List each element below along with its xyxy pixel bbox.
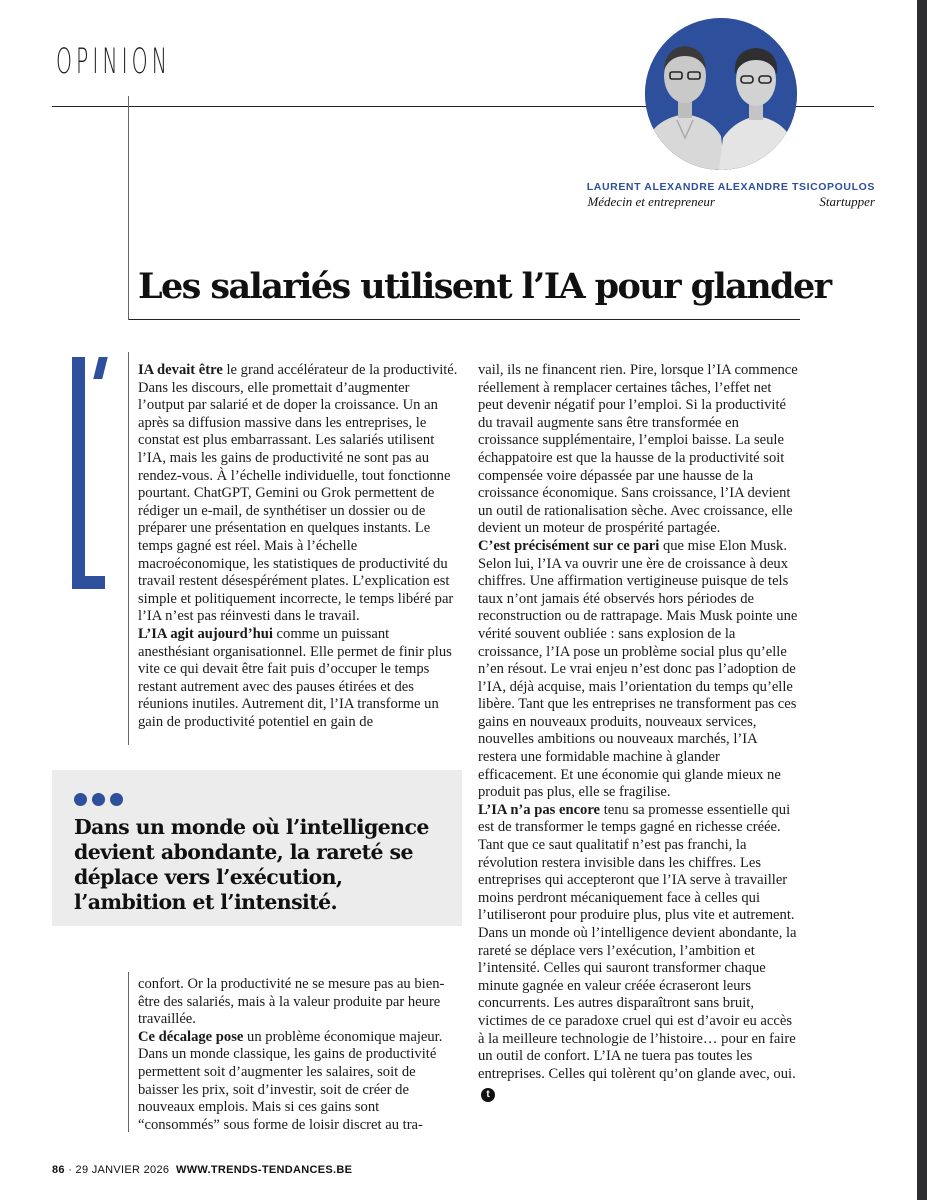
website-url: WWW.TRENDS-TENDANCES.BE — [176, 1164, 353, 1176]
page-footer: 86 · 29 JANVIER 2026 WWW.TRENDS-TENDANCES.BE — [52, 1164, 353, 1176]
author-name: LAURENT ALEXANDRE — [586, 181, 715, 193]
paragraph: confort. Or la productivité ne se mesure pas au bien-être des salariés, mais à la valeur produite par heure travaillée. — [138, 976, 445, 1028]
paragraph: C’est précisément sur ce pari que mise Elon Musk. Selon lui, l’IA va ouvrir une ère de croissance à deux chiffres. Une affirmation vertigineuse puisque de tels taux n’ont jamais été observés hors périodes de reconstruction ou de rattrapage. Mais Musk pointe une vérité souvent oubliée : sans explosion de la croissance, l’IA pose un problème social plus qu’elle n’en résout. Le vrai enjeu n’est donc pas l’adoption de l’IA, déjà acquise, mais l’orientation du temps qu’elle libère. Tant que les entreprises ne transforment pas ces gains en nouveaux produits, nouveaux services, nouvelles ambitions ou nouveaux marchés, l’IA restera une formidable machine à glander efficacement. Et une économie qui glande mieux ne produit pas plus, elle se fragilise. — [478, 537, 798, 801]
paragraph: vail, ils ne financent rien. Pire, lorsque l’IA commence réellement à remplacer certaines tâches, l’effet net peut devenir négatif pour l’emploi. Si la productivité du travail augmente sans être transformée en croissance supplémentaire, l’emploi baisse. La seule échappatoire est que la hausse de la productivité soit compensée voire dépassée par une hausse de la croissance économique. Sans croissance, l’IA devient un outil de rationalisation sèche. Avec croissance, elle devient un moteur de prospérité partagée. — [478, 362, 798, 537]
column-2 — [478, 362, 798, 1102]
article-headline: Les salariés utilisent l’IA pour glander — [138, 266, 831, 307]
author-role: Médecin et entrepreneur — [587, 194, 715, 209]
paragraph: L’IA n’a pas encore tenu sa promesse essentielle qui est de transformer le temps gagné en richesse créée. Tant que ce saut qualitatif n’est pas franchi, la révolution restera invisible dans les chiffres. Les entreprises qui accepteront que l’IA serve à travailler moins perdront mécaniquement face à celles qui l’utiliseront pour produire plus, plus vite et autrement. Dans un monde où l’intelligence devient abondante, la rareté se déplace vers l’exécution, l’ambition et l’intensité. Celles qui sauront transformer chaque minute gagnée en valeur créée écraseront leurs concurrents. Les autres disparaîtront sans bruit, victimes de ce paradoxe cruel qui est d’avoir eu accès à la meilleure technologie de l’histoire… pour en faire un outil de confort. L’IA ne tuera pas toutes les entreprises. Celles qui tolèrent qu’on glande avec, oui.t — [478, 801, 797, 1101]
author-2 — [710, 181, 875, 210]
end-mark-icon: t — [481, 1088, 495, 1102]
dropcap-l — [72, 357, 116, 589]
pull-quote: Dans un monde où l’intelligence devient abondante, la rareté se déplace vers l’exécution, l’ambition et l’intensité. — [74, 815, 429, 914]
column-rule-middle — [128, 352, 129, 745]
column-1-continued — [138, 976, 458, 1134]
column-1 — [138, 362, 458, 731]
paragraph: L’IA agit aujourd’hui comme un puissant anesthésiant organisationnel. Elle permet de finir plus vite ce qui devait être fait puis d’occuper le temps restant autrement avec des pauses étirées et des réunions inutiles. Autrement dit, l’IA transforme un gain de productivité potentiel en gain de — [138, 625, 452, 730]
author-name: ALEXANDRE TSICOPOULOS — [717, 181, 875, 193]
author-1 — [560, 181, 715, 210]
authors-portrait-icon — [645, 18, 797, 170]
dots-ornament-icon — [74, 793, 128, 811]
section-label: OPINION — [56, 42, 171, 82]
headline-rule — [128, 319, 800, 320]
paragraph: Ce décalage pose un problème économique majeur. Dans un monde classique, les gains de productivité permettent soit d’augmenter les salaires, soit de baisser les prix, soit d’investir, soit de créer de nouveaux emplois. Mais si ces gains sont “consommés” sous forme de loisir discret au tra- — [138, 1028, 443, 1133]
column-rule-top — [128, 96, 129, 320]
issue-date: 29 JANVIER 2026 — [75, 1164, 170, 1176]
author-role: Startupper — [819, 194, 875, 209]
authors-photo — [645, 18, 797, 170]
column-rule-bottom — [128, 972, 129, 1132]
page-number: 86 — [52, 1164, 65, 1176]
paragraph: IA devait être le grand accélérateur de la productivité. Dans les discours, elle promettait d’augmenter l’output par salarié et de doper la croissance. Un an après sa diffusion massive dans les entreprises, le constat est plus embarrassant. Les salariés utilisent l’IA, mais les gains de productivité ne sont pas au rendez-vous. À l’échelle individuelle, tout fonctionne pourtant. ChatGPT, Gemini ou Grok permettent de rédiger un e-mail, de synthétiser un dossier ou de préparer une présentation en quelques instants. Le temps gagné est réel. Mais à l’échelle macroéconomique, les statistiques de productivité du travail restent désespérément plates. L’explication est simple et politiquement incorrecte, le temps libéré par l’IA n’est pas réinvesti dans le travail. — [138, 362, 458, 625]
